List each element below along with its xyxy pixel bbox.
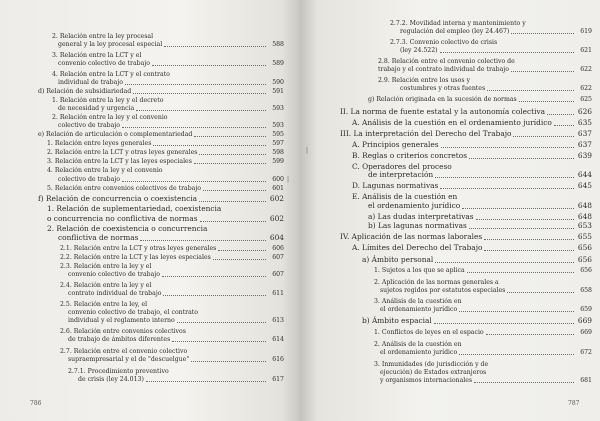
- toc-entry: 5. Relación entre convenios colectivos de trabajo: [47, 185, 202, 192]
- toc-page-number: 602: [269, 214, 284, 223]
- toc-entry: b) Ámbito espacial: [362, 316, 432, 325]
- toc-leader-dots: [440, 52, 574, 53]
- toc-entry: A. Principios generales: [352, 140, 439, 149]
- toc-entry: A. Límites del Derecho del Trabajo: [352, 243, 483, 252]
- toc-leader-dots: [474, 382, 574, 383]
- toc-entry: 2.3. Relación entre la ley y el: [60, 263, 152, 270]
- toc-leader-dots: [435, 177, 574, 178]
- right-page-number: 787: [568, 400, 580, 407]
- toc-leader-dots: [435, 262, 574, 263]
- toc-entry: 2.6. Relación entre convenios colectivos: [60, 328, 186, 335]
- toc-leader-dots: [469, 158, 574, 159]
- toc-leader-dots: [484, 250, 574, 251]
- toc-leader-dots: [140, 240, 266, 241]
- toc-entry: 4. Relación entre la ley y el convenio: [47, 167, 163, 174]
- toc-leader-dots: [203, 190, 266, 191]
- toc-entry: A. Análisis de la cuestión en el ordenamiento jurídico: [352, 118, 552, 127]
- toc-entry: trabajo y el contrato individual de trabajo: [378, 66, 509, 73]
- toc-leader-dots: [486, 334, 574, 335]
- toc-entry: 3. Análisis de la cuestión en: [374, 298, 462, 305]
- toc-page-number: 656: [577, 255, 592, 264]
- toc-leader-dots: [194, 136, 266, 137]
- toc-leader-dots: [467, 272, 574, 273]
- toc-entry: 2. Relación entre la LCT y otras leyes generales: [47, 149, 198, 156]
- toc-entry: 2. Aplicación de las normas generales a: [374, 279, 499, 286]
- toc-page-number: 607: [272, 271, 284, 278]
- toc-entry: 2. Relación entre la ley procesal: [52, 33, 154, 40]
- toc-entry: el ordenamiento jurídico: [380, 349, 458, 356]
- toc-leader-dots: [519, 101, 574, 102]
- toc-entry: de crisis (ley 24.013): [78, 376, 144, 383]
- toc-page-number: 648: [577, 201, 592, 210]
- toc-page-number: 614: [272, 336, 284, 343]
- toc-entry: sujetos regidos por estatutos especiales: [380, 287, 506, 294]
- toc-page-number: 611: [272, 290, 284, 297]
- toc-leader-dots: [162, 276, 266, 277]
- toc-entry: IV. Aplicación de las normas laborales: [340, 232, 483, 241]
- toc-page-number: 604: [269, 233, 284, 242]
- toc-page-number: 619: [580, 28, 592, 35]
- toc-entry: 2.2. Relación entre la LCT y las leyes especiales: [60, 254, 211, 261]
- toc-page-number: 606: [272, 245, 284, 252]
- toc-entry: E. Análisis de la cuestión en: [352, 192, 458, 201]
- toc-leader-dots: [122, 127, 266, 128]
- toc-entry: ejecución) de Estados extranjeros: [380, 369, 487, 376]
- toc-page-number: 659: [580, 306, 592, 313]
- toc-leader-dots: [122, 181, 266, 182]
- toc-entry: 2.7.3. Convenio colectivo de crisis: [390, 39, 498, 46]
- toc-page-number: 590: [272, 79, 284, 86]
- toc-leader-dots: [200, 221, 266, 222]
- toc-leader-dots: [487, 90, 574, 91]
- toc-entry: el ordenamiento jurídico: [368, 201, 461, 210]
- toc-page-number: 616: [272, 356, 284, 363]
- toc-leader-dots: [459, 311, 574, 312]
- toc-page-number: 648: [577, 212, 592, 221]
- toc-leader-dots: [511, 71, 574, 72]
- toc-page-number: 593: [272, 105, 284, 112]
- toc-leader-dots: [199, 201, 266, 202]
- toc-entry: a) Las dudas interpretativas: [368, 212, 474, 221]
- toc-page-number: 601: [272, 185, 284, 192]
- toc-entry: colectivo de trabajo: [58, 122, 120, 129]
- toc-page-number: 588: [272, 41, 284, 48]
- toc-leader-dots: [513, 136, 574, 137]
- toc-page-number: 656: [577, 243, 592, 252]
- toc-page-number: 669: [580, 329, 592, 336]
- toc-entry: 1. Sujetos a los que se aplica: [374, 267, 465, 274]
- toc-entry: 3. Relación entre la LCT y las leyes especiales: [47, 158, 192, 165]
- toc-page-number: 598: [272, 149, 284, 156]
- toc-leader-dots: [125, 84, 266, 85]
- left-page-number: 786: [30, 400, 42, 407]
- toc-entry: convenio colectivo de trabajo: [68, 271, 160, 278]
- toc-leader-dots: [152, 65, 266, 66]
- toc-page-number: 625: [580, 96, 592, 103]
- toc-page-number: 672: [580, 349, 592, 356]
- toc-entry: 2. Relación entre la ley y el convenio: [52, 114, 168, 121]
- toc-page-number: 637: [577, 140, 592, 149]
- toc-page-number: 600: [272, 176, 284, 183]
- toc-leader-dots: [441, 147, 574, 148]
- toc-leader-dots: [476, 219, 574, 220]
- toc-page-number: 595: [272, 131, 284, 138]
- toc-entry: individual y el reglamento interno: [68, 317, 175, 324]
- toc-entry: C. Operadores del proceso: [352, 162, 452, 171]
- toc-page-number: 639: [577, 151, 592, 160]
- toc-entry: de trabajo de ámbitos diferentes: [68, 336, 171, 343]
- toc-page-number: 589: [272, 60, 284, 67]
- toc-entry: e) Relación de articulación o complementariedad: [38, 131, 193, 138]
- toc-entry: contrato individual de trabajo: [68, 290, 162, 297]
- toc-entry: b) Las lagunas normativas: [368, 221, 467, 230]
- toc-leader-dots: [172, 341, 266, 342]
- toc-entry: de interpretación: [368, 170, 434, 179]
- toc-leader-dots: [133, 93, 266, 94]
- toc-leader-dots: [218, 250, 266, 251]
- toc-entry: general y la ley procesal especial: [58, 41, 163, 48]
- toc-entry: regulación del empleo (ley 24.467): [400, 28, 510, 35]
- toc-page-number: 621: [580, 47, 592, 54]
- toc-leader-dots: [146, 381, 266, 382]
- toc-leader-dots: [462, 208, 574, 209]
- page-edge-mark: |: [287, 176, 290, 183]
- toc-leader-dots: [459, 354, 574, 355]
- toc-entry: y organismos internacionales: [380, 377, 473, 384]
- toc-entry: 2. Análisis de la cuestión en: [374, 341, 462, 348]
- toc-leader-dots: [511, 33, 574, 34]
- toc-entry: 1. Relación entre la ley y el decreto: [52, 97, 164, 104]
- toc-page-number: 681: [580, 377, 592, 384]
- toc-entry: 3. Inmunidades (de jurisdicción y de: [374, 361, 489, 368]
- toc-entry: 2. Relación de coexistencia o concurrencia: [47, 224, 208, 233]
- toc-entry: 2.4. Relación entre la ley y el: [60, 282, 152, 289]
- toc-page-number: 635: [577, 118, 592, 127]
- toc-entry: conflictiva de normas: [58, 233, 139, 242]
- toc-leader-dots: [136, 110, 266, 111]
- toc-page-number: 622: [580, 85, 592, 92]
- toc-page-number: 644: [577, 170, 592, 179]
- toc-page-number: 597: [272, 140, 284, 147]
- toc-entry: 2.7. Relación entre el convenio colectivo: [60, 348, 188, 355]
- toc-page-number: 669: [577, 316, 592, 325]
- toc-page-number: 658: [580, 287, 592, 294]
- toc-leader-dots: [153, 145, 266, 146]
- toc-entry: costumbres y otras fuentes: [400, 85, 486, 92]
- toc-entry: convenio colectivo de trabajo, el contrato: [68, 309, 199, 316]
- toc-entry: 2.1. Relación entre la LCT y otras leyes generales: [60, 245, 217, 252]
- toc-page-number: 617: [272, 376, 284, 383]
- toc-page-number: 607: [272, 254, 284, 261]
- toc-leader-dots: [507, 292, 574, 293]
- toc-leader-dots: [434, 323, 574, 324]
- toc-entry: 1. Conflictos de leyes en el espacio: [374, 329, 484, 336]
- toc-entry: 2.7.1. Procedimiento preventivo: [68, 368, 169, 375]
- right-page: [300, 0, 600, 421]
- toc-entry: f) Relación de concurrencia o coexistencia: [38, 194, 197, 203]
- toc-entry: 1. Relación de suplementariedad, coexistencia: [47, 204, 222, 213]
- toc-page-number: 622: [580, 66, 592, 73]
- toc-entry: colectivo de trabajo: [58, 176, 120, 183]
- toc-entry: a) Ámbito personal: [362, 255, 434, 264]
- toc-entry: 2.7.2. Movilidad interna y mantenimiento y: [390, 20, 526, 27]
- toc-entry: 2.9. Relación entre los usos y: [378, 77, 470, 84]
- toc-entry: d) Relación de subsidiariedad: [38, 88, 132, 95]
- toc-page-number: 655: [577, 232, 592, 241]
- toc-page-number: 653: [577, 221, 592, 230]
- toc-entry: (ley 24.522): [400, 47, 438, 54]
- toc-page-number: 626: [577, 107, 592, 116]
- toc-page-number: 602: [269, 194, 284, 203]
- toc-page-number: 599: [272, 158, 284, 165]
- toc-entry: 2.5. Relación entre la ley, el: [60, 301, 148, 308]
- toc-entry: individual de trabajo: [58, 79, 123, 86]
- toc-leader-dots: [547, 114, 574, 115]
- toc-leader-dots: [199, 154, 266, 155]
- toc-leader-dots: [194, 163, 266, 164]
- toc-leader-dots: [163, 295, 266, 296]
- toc-entry: el ordenamiento jurídico: [380, 306, 458, 313]
- toc-page-number: 591: [272, 88, 284, 95]
- toc-entry: o concurrencia no conflictiva de normas: [47, 214, 198, 223]
- toc-leader-dots: [191, 361, 266, 362]
- toc-entry: supraempresarial y el de "descuelgue": [68, 356, 190, 363]
- toc-leader-dots: [164, 46, 266, 47]
- toc-leader-dots: [469, 228, 574, 229]
- toc-leader-dots: [177, 322, 266, 323]
- toc-entry: 4. Relación entre la LCT y el contrato: [52, 71, 170, 78]
- toc-entry: 1. Relación entre leyes generales: [47, 140, 152, 147]
- toc-entry: D. Lagunas normativas: [352, 181, 439, 190]
- toc-entry: de necesidad y urgencia: [58, 105, 135, 112]
- toc-entry: 2.8. Relación entre el convenio colectivo de: [378, 58, 515, 65]
- toc-entry: III. La interpretación del Derecho del Trabajo: [340, 129, 512, 138]
- toc-entry: B. Reglas o criterios concretos: [352, 151, 467, 160]
- page-edge-mark: |: [306, 147, 309, 154]
- toc-page-number: 645: [577, 181, 592, 190]
- toc-page-number: 613: [272, 317, 284, 324]
- toc-page-number: 637: [577, 129, 592, 138]
- toc-entry: convenio colectivo de trabajo: [58, 60, 150, 67]
- toc-leader-dots: [484, 239, 574, 240]
- toc-leader-dots: [554, 125, 574, 126]
- toc-leader-dots: [213, 259, 266, 260]
- toc-leader-dots: [440, 188, 574, 189]
- toc-entry: g) Relación originada en la sucesión de normas: [368, 96, 517, 103]
- toc-entry: 3. Relación entre la LCT y el: [52, 52, 142, 59]
- toc-page-number: 656: [580, 267, 592, 274]
- toc-entry: II. La norma de fuente estatal y la autonomía colectiva: [340, 107, 546, 116]
- toc-page-number: 593: [272, 122, 284, 129]
